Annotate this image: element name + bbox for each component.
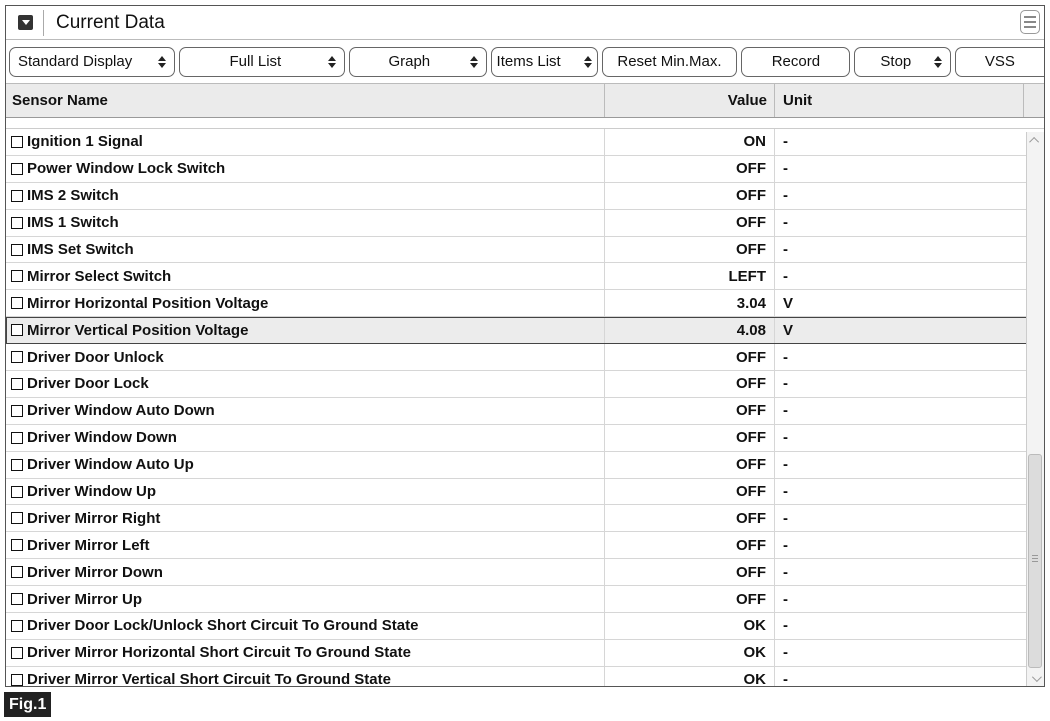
full-list-select[interactable] (179, 47, 346, 77)
row-checkbox[interactable] (11, 593, 23, 605)
unit-header[interactable]: Unit (774, 84, 1023, 117)
sensor-name-text: Mirror Vertical Position Voltage (27, 321, 249, 339)
sensor-name-text: Driver Mirror Vertical Short Circuit To Ground State (27, 671, 391, 687)
scroll-down-icon[interactable] (1029, 672, 1041, 684)
sensor-name-text: Driver Mirror Down (27, 563, 163, 581)
value-cell: OFF (604, 156, 774, 182)
grip-icon (1032, 555, 1038, 562)
sensor-name-text: Driver Door Unlock (27, 348, 164, 366)
toolbar (6, 40, 1044, 84)
table-row[interactable] (6, 398, 1044, 425)
row-checkbox[interactable] (11, 270, 23, 282)
value-cell: ON (604, 129, 774, 155)
table-row[interactable] (6, 129, 1044, 156)
row-checkbox[interactable] (11, 136, 23, 148)
unit-cell: - (774, 640, 1044, 666)
sensor-name-cell (6, 456, 604, 473)
row-checkbox[interactable] (11, 620, 23, 632)
table-header (6, 84, 1044, 118)
value-header[interactable]: Value (604, 84, 774, 117)
sensor-name-text: Mirror Horizontal Position Voltage (27, 294, 269, 312)
value-cell: OK (604, 613, 774, 639)
value-cell: OFF (604, 398, 774, 424)
unit-cell: V (774, 290, 1044, 316)
sensor-name-text: Driver Door Lock/Unlock Short Circuit To Ground State (27, 617, 419, 635)
sensor-name-cell (6, 617, 604, 634)
sensor-name-cell (6, 241, 604, 258)
value-cell: OFF (604, 559, 774, 585)
unit-cell: - (774, 559, 1044, 585)
updown-arrow-icon (470, 56, 478, 68)
updown-arrow-icon (158, 56, 166, 68)
unit-cell: - (774, 156, 1044, 182)
unit-cell: - (774, 479, 1044, 505)
value-cell: OFF (604, 425, 774, 451)
value-cell: OK (604, 640, 774, 666)
row-checkbox[interactable] (11, 217, 23, 229)
value-cell: 3.04 (604, 290, 774, 316)
sensor-name-cell (6, 671, 604, 687)
standard-display-select[interactable] (9, 47, 175, 77)
items-list-select[interactable] (491, 47, 598, 77)
row-checkbox[interactable] (11, 351, 23, 363)
sensor-name-cell (6, 375, 604, 392)
table-row[interactable] (6, 156, 1044, 183)
sensor-name-cell (6, 214, 604, 231)
unit-cell: - (774, 667, 1044, 687)
header-spacer (6, 118, 1044, 129)
value-cell: LEFT (604, 263, 774, 289)
table-row[interactable] (6, 613, 1044, 640)
record-button[interactable]: Record (741, 47, 850, 77)
sensor-name-text: Ignition 1 Signal (27, 133, 143, 151)
row-checkbox[interactable] (11, 486, 23, 498)
unit-cell: - (774, 129, 1044, 155)
updown-arrow-icon (328, 56, 336, 68)
sensor-name-text: IMS 1 Switch (27, 214, 119, 232)
row-checkbox[interactable] (11, 405, 23, 417)
sensor-name-text: Mirror Select Switch (27, 267, 172, 285)
table-row[interactable] (6, 237, 1044, 264)
collapse-icon[interactable] (18, 15, 33, 30)
scroll-up-icon[interactable] (1029, 134, 1041, 146)
table-row[interactable] (6, 210, 1044, 237)
sensor-name-text: IMS 2 Switch (27, 187, 119, 205)
unit-cell: - (774, 532, 1044, 558)
value-cell: 4.08 (604, 317, 774, 343)
value-cell: OFF (604, 371, 774, 397)
unit-cell: - (774, 263, 1044, 289)
sensor-name-cell (6, 402, 604, 419)
row-checkbox[interactable] (11, 566, 23, 578)
sensor-name-cell (6, 537, 604, 554)
unit-cell: - (774, 183, 1044, 209)
sensor-name-cell (6, 349, 604, 366)
value-cell: OFF (604, 344, 774, 370)
unit-cell: - (774, 452, 1044, 478)
vertical-scrollbar[interactable] (1026, 132, 1044, 686)
sensor-name-cell (6, 483, 604, 500)
sensor-name-cell (6, 591, 604, 608)
sensor-name-cell (6, 295, 604, 312)
sensor-name-cell (6, 133, 604, 150)
sensor-name-cell (6, 564, 604, 581)
row-checkbox[interactable] (11, 244, 23, 256)
row-checkbox[interactable] (11, 647, 23, 659)
unit-cell: - (774, 425, 1044, 451)
sensor-table-body (6, 129, 1044, 687)
sensor-name-text: Power Window Lock Switch (27, 160, 226, 178)
table-row[interactable] (6, 183, 1044, 210)
header-end-cell (1023, 84, 1044, 117)
sensor-name-cell (6, 160, 604, 177)
sensor-name-text: Driver Window Auto Up (27, 456, 194, 474)
unit-cell: - (774, 344, 1044, 370)
sensor-name-header[interactable]: Sensor Name (12, 92, 108, 109)
value-cell: OFF (604, 532, 774, 558)
table-row[interactable] (6, 532, 1044, 559)
row-checkbox[interactable] (11, 297, 23, 309)
value-cell: OFF (604, 237, 774, 263)
sensor-name-cell (6, 187, 604, 204)
sensor-name-cell (6, 268, 604, 285)
table-row[interactable] (6, 371, 1044, 398)
sensor-name-text: Driver Mirror Right (27, 509, 161, 527)
sensor-name-text: Driver Mirror Left (27, 536, 150, 554)
row-checkbox[interactable] (11, 459, 23, 471)
table-row[interactable] (6, 479, 1044, 506)
row-checkbox[interactable] (11, 539, 23, 551)
title-bar (6, 6, 1044, 40)
row-checkbox[interactable] (11, 378, 23, 390)
vss-button[interactable]: VSS (955, 47, 1044, 77)
graph-label: Graph (388, 53, 431, 70)
unit-cell: - (774, 210, 1044, 236)
row-checkbox[interactable] (11, 163, 23, 175)
items-list-label: Items List (496, 53, 561, 70)
stop-label: Stop (880, 53, 912, 70)
table-row[interactable] (6, 290, 1044, 317)
unit-cell: - (774, 586, 1044, 612)
row-checkbox[interactable] (11, 512, 23, 524)
table-row[interactable] (6, 667, 1044, 687)
value-cell: OK (604, 667, 774, 687)
table-row[interactable] (6, 317, 1044, 344)
value-cell: OFF (604, 505, 774, 531)
table-row[interactable] (6, 559, 1044, 586)
sensor-name-text: Driver Window Up (27, 483, 157, 501)
unit-cell: - (774, 237, 1044, 263)
unit-cell: - (774, 613, 1044, 639)
row-checkbox[interactable] (11, 324, 23, 336)
table-row[interactable] (6, 452, 1044, 479)
sensor-name-text: IMS Set Switch (27, 241, 134, 258)
updown-arrow-icon (584, 56, 592, 68)
figure-label: Fig.1 (4, 692, 51, 717)
sensor-name-text: Driver Door Lock (27, 375, 149, 393)
current-data-window (5, 5, 1045, 687)
table-row[interactable] (6, 263, 1044, 290)
standard-display-label: Standard Display (18, 53, 133, 70)
value-cell: OFF (604, 452, 774, 478)
sensor-name-text: Driver Mirror Horizontal Short Circuit To Ground State (27, 644, 411, 662)
sensor-name-cell (6, 510, 604, 527)
sensor-name-text: Driver Mirror Up (27, 590, 143, 608)
updown-arrow-icon (934, 56, 942, 68)
sensor-name-cell (6, 644, 604, 661)
unit-cell: - (774, 505, 1044, 531)
sensor-name-text: Driver Window Auto Down (27, 402, 215, 420)
table-row[interactable] (6, 505, 1044, 532)
row-checkbox[interactable] (11, 674, 23, 686)
table-row[interactable] (6, 425, 1044, 452)
window-title: Current Data (56, 11, 165, 33)
value-cell: OFF (604, 479, 774, 505)
sensor-name-cell (6, 429, 604, 446)
value-cell: OFF (604, 183, 774, 209)
sensor-name-text: Driver Window Down (27, 429, 177, 447)
graph-select[interactable] (349, 47, 486, 77)
reset-minmax-button[interactable]: Reset Min.Max. (602, 47, 738, 77)
stop-select[interactable] (854, 47, 950, 77)
title-divider (43, 10, 44, 36)
value-cell: OFF (604, 210, 774, 236)
row-checkbox[interactable] (11, 432, 23, 444)
unit-cell: - (774, 371, 1044, 397)
row-checkbox[interactable] (11, 190, 23, 202)
unit-cell: V (774, 317, 1044, 343)
table-row[interactable] (6, 586, 1044, 613)
value-cell: OFF (604, 586, 774, 612)
unit-cell: - (774, 398, 1044, 424)
sensor-name-cell (6, 322, 604, 339)
table-row[interactable] (6, 344, 1044, 371)
scroll-thumb[interactable] (1028, 454, 1042, 668)
menu-icon[interactable] (1020, 10, 1040, 34)
full-list-label: Full List (229, 53, 282, 70)
table-row[interactable] (6, 640, 1044, 667)
